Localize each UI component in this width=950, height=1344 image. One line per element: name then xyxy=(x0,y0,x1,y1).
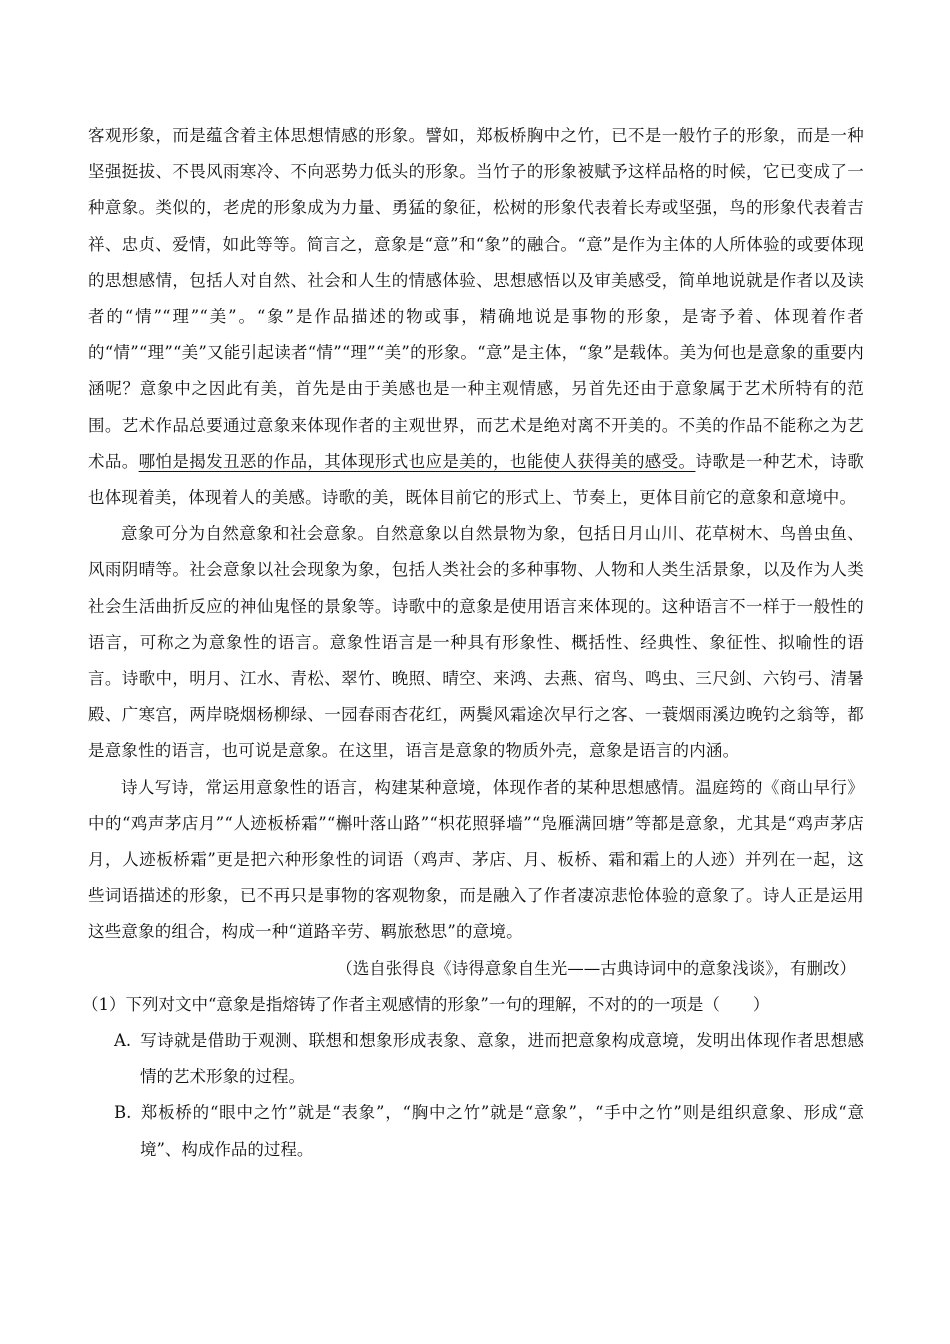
paragraph-text: 美为何也是意象的重要内涵呢？意象中之因此有美，首先是由于美感也是一种主观情感，另首先还由于意象属于艺术所特有的范围。艺术作品总要通过意象来体现作者的主观世界，而艺术是绝对离不开美的。不美的作品不能称之为艺术品。 xyxy=(88,343,864,471)
option-text: 郑板桥的“眼中之竹”就是“表象”，“胸中之竹”就是“意象”，“手中之竹”则是组织意象、形成“意境”、构成作品的过程。 xyxy=(140,1103,864,1159)
paragraph-text: 诗歌是一种艺术，诗歌也体现着美，体现着人的美感。诗歌的美，既体目前它的形式上、节奏上，更体目前它的意象和意境中。 xyxy=(88,451,864,508)
passage-paragraph-3: 诗人写诗，常运用意象性的语言，构建某种意境，体现作者的某种思想感情。温庭筠的《商山早行》中的“鸡声茅店月”“人迹板桥霜”“槲叶落山路”“枳花照驿墙”“凫雁满回塘”等都是意象，尤其是“鸡声茅店月，人迹板桥霜”更是把六种形象性的词语（鸡声、茅店、月、板桥、霜和霜上的人迹）并列在一起，这些词语描述的形象，已不再只是事物的客观物象，而是融入了作者凄凉悲怆体验的意象了。诗人正是运用这些意象的组合，构成一种“道路辛劳、羁旅愁思”的意境。 xyxy=(88,777,864,942)
passage-paragraph-2: 意象可分为自然意象和社会意象。自然意象以自然景物为象，包括日月山川、花草树木、鸟兽虫鱼、风雨阴晴等。社会意象以社会现象为象，包括人类社会的多种事物、人物和人类生活景象，以及作为人类社会生活曲折反应的神仙鬼怪的景象等。诗歌中的意象是使用语言来体现的。这种语言不一样于一般性的语言，可称之为意象性的语言。意象性语言是一种具有形象性、概括性、经典性、象征性、拟喻性的语言。诗歌中，明月、江水、青松、翠竹、晚照、晴空、来鸿、去燕、宿鸟、鸣虫、三尺剑、六钧弓、清暑殿、广寒宫，两岸晓烟杨柳绿、一园春雨杏花红，两鬓风霜途次早行之客、一蓑烟雨溪边晚钓之翁等，都是意象性的语言，也可说是意象。在这里，语言是意象的物质外壳，意象是语言的内涵。 xyxy=(88,524,864,761)
option-letter: A. xyxy=(114,1031,132,1051)
source-citation: （选自张得良《诗得意象自生光——古典诗词中的意象浅谈》，有删改） xyxy=(336,958,856,978)
reading-passage xyxy=(82,118,864,1168)
option-a xyxy=(88,1023,864,1095)
question-stem: （1）下列对文中“意象是指熔铸了作者主观感情的形象”一句的理解，不对的的一项是（ ） xyxy=(82,994,770,1014)
option-b xyxy=(88,1095,864,1167)
passage-paragraph-1 xyxy=(88,118,864,516)
underlined-sentence: 哪怕是揭发丑恶的作品，其体现形式也应是美的，也能使人获得美的感受。 xyxy=(138,451,696,471)
paragraph-text: 客观形象，而是蕴含着主体思想情感的形象。譬如，郑板桥胸中之竹，已不是一般竹子的形象，而是一种坚强挺拔、不畏风雨寒冷、不向恶势力低头的形象。当竹子的形象被赋予这样品格的时候，它已变成了一种意象。类似的，老虎的形象成为力量、勇猛的象征，松树的形象代表着长寿或坚强，鸟的形象代表着吉祥、忠贞、爱情，如此等等。简言之，意象是“意”和“象”的融合。“意”是作为主体的人所体验的或要体现的思想感情，包括人对自然、社会和人生的情感体验、思想感悟以及审美感受，简单地说就是作者以及读者的“情”“理”“美”。“象”是作品描述的物或事，精确地说是事物的形象，是寄予着、体现着作者的“情”“理”“美”又能引起读者“情”“理”“美”的形象。“意”是主体，“象”是载体。 xyxy=(88,126,864,363)
option-text: 写诗就是借助于观测、联想和想象形成表象、意象，进而把意象构成意境，发明出体现作者思想感情的艺术形象的过程。 xyxy=(140,1031,864,1087)
option-letter: B. xyxy=(114,1103,132,1123)
